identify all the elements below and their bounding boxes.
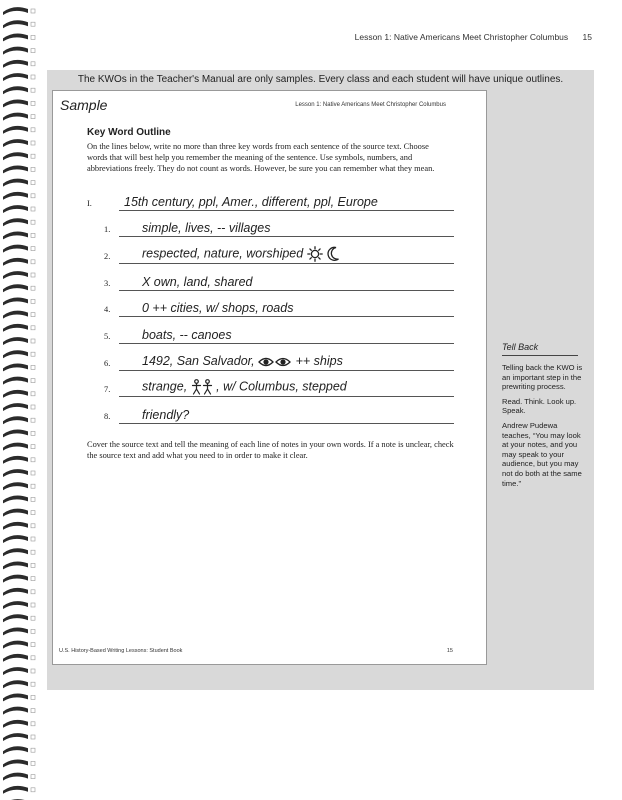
kwo-instructions: On the lines below, write no more than three key words from each sentence of the source text. Choose words that will best help you remember the meaning of the sentence. Use symbols, numbers, and abbreviations freely. They do not count as words. However, be sure you can remember what they mean.: [87, 142, 435, 173]
spiral-coil: [3, 746, 28, 754]
spiral-hole: [31, 722, 35, 726]
outline-row: [53, 379, 486, 397]
spiral-coil: [3, 231, 28, 239]
inner-running-header: Lesson 1: Native Americans Meet Christopher Columbus: [295, 102, 446, 108]
spiral-coil: [3, 561, 28, 569]
book-footer: U.S. History-Based Writing Lessons: Student Book: [59, 648, 183, 654]
spiral-coil: [3, 707, 28, 715]
spiral-coil: [3, 535, 28, 543]
spiral-hole: [31, 313, 35, 317]
kwo-title: Key Word Outline: [87, 127, 171, 138]
spiral-coil: [3, 641, 28, 649]
spiral-binding: [0, 0, 40, 800]
outline-text-before: 1492, San Salvador,: [142, 354, 255, 369]
spiral-coil: [3, 73, 28, 81]
spiral-coil: [3, 179, 28, 187]
spiral-coil: [3, 152, 28, 160]
outline-text-group: [142, 379, 347, 395]
spiral-hole: [31, 669, 35, 673]
spiral-hole: [31, 550, 35, 554]
page-number: 15: [582, 32, 592, 42]
spiral-coil: [3, 588, 28, 596]
spiral-coil: [3, 667, 28, 675]
outline-row: [53, 273, 486, 291]
spiral-hole: [31, 656, 35, 660]
spiral-hole: [31, 88, 35, 92]
spiral-coil: [3, 733, 28, 741]
spiral-coil: [3, 509, 28, 517]
spiral-hole: [31, 194, 35, 198]
inner-page-number: 15: [446, 648, 453, 654]
sidebar-text: [502, 363, 586, 493]
spiral-coil: [3, 416, 28, 424]
outline-row: [53, 299, 486, 317]
sun-icon: [307, 246, 323, 262]
spiral-coil: [3, 126, 28, 134]
spiral-coil: [3, 390, 28, 398]
spiral-hole: [31, 62, 35, 66]
closing-instructions: Cover the source text and tell the meaning of each line of notes in your own words. If a note is unclear, check the source text and add what you need to in order to make it clear.: [87, 440, 454, 460]
spiral-coil: [3, 720, 28, 728]
spiral-coil: [3, 20, 28, 28]
running-header: [355, 32, 592, 42]
spiral-coil: [3, 377, 28, 385]
outline-text-group: [142, 354, 343, 369]
outline-row: [53, 406, 486, 424]
outline-number: 7.: [104, 385, 111, 394]
spiral-hole: [31, 247, 35, 251]
spiral-coil: [3, 522, 28, 530]
spiral-coil: [3, 786, 28, 794]
spiral-coil: [3, 33, 28, 41]
spiral-hole: [31, 537, 35, 541]
spiral-hole: [31, 75, 35, 79]
spiral-coil: [3, 165, 28, 173]
spiral-coil: [3, 47, 28, 55]
spiral-coil: [3, 495, 28, 503]
spiral-coil: [3, 654, 28, 662]
outline-main-row: [53, 193, 486, 211]
spiral-hole: [31, 273, 35, 277]
spiral-hole: [31, 207, 35, 211]
spiral-coil: [3, 548, 28, 556]
sidebar-title: Tell Back: [502, 342, 539, 352]
spiral-coil: [3, 245, 28, 253]
spiral-coil: [3, 403, 28, 411]
spiral-coil: [3, 192, 28, 200]
spiral-hole: [31, 35, 35, 39]
spiral-coil: [3, 113, 28, 121]
spiral-coil: [3, 7, 28, 15]
people-icon: [191, 379, 213, 395]
spiral-hole: [31, 643, 35, 647]
spiral-hole: [31, 128, 35, 132]
spiral-hole: [31, 484, 35, 488]
spiral-coil: [3, 205, 28, 213]
outline-text-after: ++ ships: [295, 354, 343, 369]
spiral-hole: [31, 405, 35, 409]
outline-text: simple, lives, -- villages: [142, 221, 271, 235]
spiral-hole: [31, 22, 35, 26]
spiral-coil: [3, 218, 28, 226]
outline-text-after: , w/ Columbus, stepped: [216, 379, 347, 394]
spiral-coil: [3, 311, 28, 319]
outline-number: 8.: [104, 412, 111, 421]
outline-row: [53, 353, 486, 371]
spiral-coil: [3, 60, 28, 68]
spiral-hole: [31, 352, 35, 356]
spiral-hole: [31, 497, 35, 501]
spiral-hole: [31, 167, 35, 171]
outline-number: 4.: [104, 305, 111, 314]
sidebar-paragraph: Read. Think. Look up. Speak.: [502, 396, 577, 416]
spiral-coil: [3, 693, 28, 701]
spiral-hole: [31, 590, 35, 594]
outline-main-text: 15th century, ppl, Amer., different, ppl, Europe: [124, 195, 378, 209]
spiral-hole: [31, 220, 35, 224]
spiral-hole: [31, 181, 35, 185]
spiral-hole: [31, 761, 35, 765]
spiral-hole: [31, 577, 35, 581]
spiral-hole: [31, 445, 35, 449]
spiral-coil: [3, 443, 28, 451]
spiral-hole: [31, 365, 35, 369]
spiral-coil: [3, 627, 28, 635]
spiral-hole: [31, 326, 35, 330]
spiral-hole: [31, 511, 35, 515]
spiral-coil: [3, 337, 28, 345]
spiral-hole: [31, 9, 35, 13]
outline-number: 2.: [104, 252, 111, 261]
teacher-notice: The KWOs in the Teacher's Manual are only samples. Every class and each student will have unique outlines.: [77, 74, 564, 85]
outline-text: respected, nature, worshiped: [142, 246, 304, 261]
spiral-hole: [31, 458, 35, 462]
spiral-hole: [31, 616, 35, 620]
sidebar-paragraph: Telling back the KWO is an important step in the prewriting process.: [502, 363, 583, 392]
spiral-coil: [3, 469, 28, 477]
spiral-hole: [31, 392, 35, 396]
spiral-coil: [3, 271, 28, 279]
spiral-coil: [3, 575, 28, 583]
outline-number: 6.: [104, 359, 111, 368]
spiral-hole: [31, 629, 35, 633]
spiral-hole: [31, 563, 35, 567]
sidebar-paragraph: Andrew Pudewa teaches, “You may look at your notes, and you may speak to your audience, but you may not do both at the same time.”: [502, 420, 582, 488]
outline-text-before: strange,: [142, 379, 188, 394]
sample-title: Sample: [60, 97, 108, 113]
spiral-hole: [31, 339, 35, 343]
outline-row: [53, 326, 486, 344]
spiral-coil: [3, 456, 28, 464]
outline-text: 0 ++ cities, w/ shops, roads: [142, 301, 294, 315]
spiral-hole: [31, 524, 35, 528]
outline-row: [53, 219, 486, 237]
spiral-hole: [31, 299, 35, 303]
spiral-coil: [3, 324, 28, 332]
spiral-coil: [3, 680, 28, 688]
spiral-coil: [3, 601, 28, 609]
spiral-coil: [3, 86, 28, 94]
outline-text-group: [142, 246, 340, 262]
spiral-hole: [31, 260, 35, 264]
spiral-coil: [3, 258, 28, 266]
spiral-hole: [31, 709, 35, 713]
spiral-hole: [31, 603, 35, 607]
outline-number: 1.: [104, 225, 111, 234]
spiral-hole: [31, 418, 35, 422]
outline-text: X own, land, shared: [142, 275, 253, 289]
outline-text: boats, -- canoes: [142, 328, 232, 342]
outline-text: friendly?: [142, 408, 190, 422]
spiral-coil: [3, 284, 28, 292]
spiral-hole: [31, 286, 35, 290]
outline-number: 5.: [104, 332, 111, 341]
spiral-hole: [31, 682, 35, 686]
sidebar-rule: [502, 355, 578, 356]
spiral-hole: [31, 695, 35, 699]
spiral-coil: [3, 350, 28, 358]
eyes-icon: [258, 355, 292, 369]
spiral-hole: [31, 233, 35, 237]
spiral-coil: [3, 614, 28, 622]
outline-number: 3.: [104, 279, 111, 288]
spiral-hole: [31, 775, 35, 779]
outline-main-number: I.: [87, 199, 92, 208]
outline-row: [53, 246, 486, 264]
spiral-hole: [31, 101, 35, 105]
spiral-coil: [3, 429, 28, 437]
spiral-coil: [3, 363, 28, 371]
spiral-coil: [3, 139, 28, 147]
spiral-coil: [3, 773, 28, 781]
spiral-coil: [3, 482, 28, 490]
spiral-hole: [31, 431, 35, 435]
spiral-hole: [31, 154, 35, 158]
running-title: Lesson 1: Native Americans Meet Christopher Columbus: [354, 32, 569, 42]
spiral-hole: [31, 115, 35, 119]
spiral-hole: [31, 49, 35, 53]
spiral-coil: [3, 297, 28, 305]
spiral-hole: [31, 379, 35, 383]
spiral-coil: [3, 759, 28, 767]
spiral-hole: [31, 141, 35, 145]
spiral-coil: [3, 99, 28, 107]
spiral-hole: [31, 735, 35, 739]
student-page-sample: [52, 90, 487, 665]
spiral-hole: [31, 788, 35, 792]
spiral-hole: [31, 471, 35, 475]
spiral-hole: [31, 748, 35, 752]
moon-icon: [326, 246, 340, 262]
